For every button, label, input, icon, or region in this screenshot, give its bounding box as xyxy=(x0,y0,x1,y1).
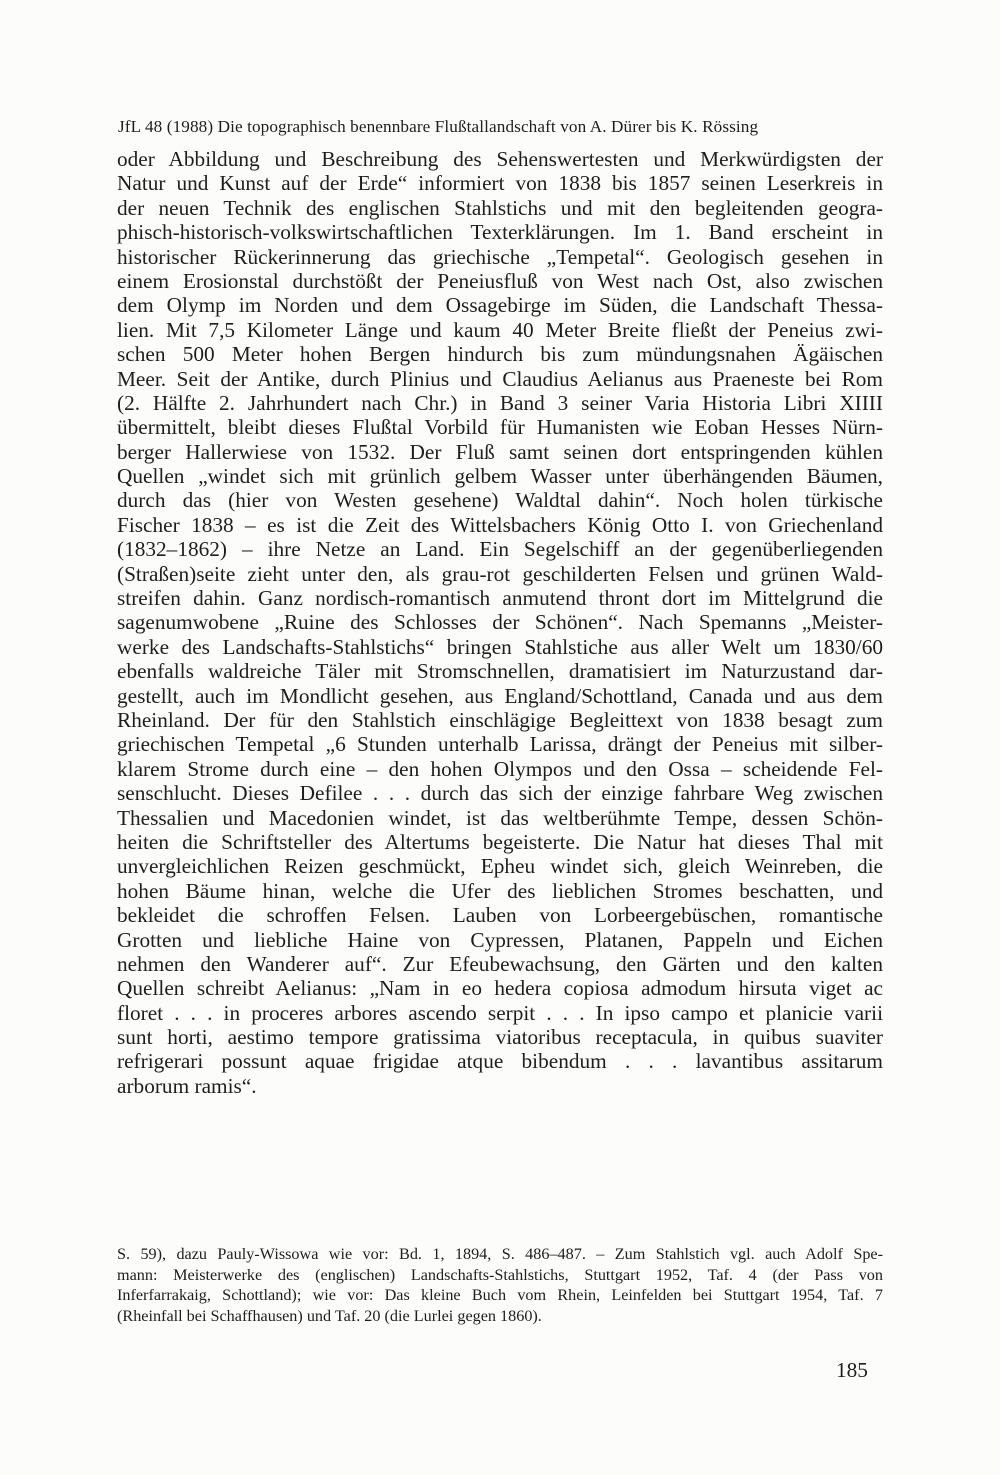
body-line: übermittelt, bleibt dieses Flußtal Vorbild für Humanisten wie Eoban Hesses Nürn- xyxy=(117,415,883,440)
body-line: ebenfalls waldreiche Täler mit Stromschnellen, dramatisiert im Naturzustand dar- xyxy=(117,659,883,684)
body-line: bekleidet die schroffen Felsen. Lauben von Lorbeergebüschen, romantische xyxy=(117,903,883,928)
body-line: Meer. Seit der Antike, durch Plinius und Claudius Aelianus aus Praeneste bei Rom xyxy=(117,366,883,391)
body-line: (Straßen)seite zieht unter den, als grau-rot geschilderten Felsen und grünen Wald- xyxy=(117,561,883,586)
body-line: Natur und Kunst auf der Erde“ informiert von 1838 bis 1857 seinen Leserkreis in xyxy=(117,171,883,196)
body-line: senschlucht. Dieses Defilee . . . durch das sich der einzige fahrbare Weg zwischen xyxy=(117,781,883,806)
body-line: berger Hallerwiese von 1532. Der Fluß samt seinen dort entspringenden kühlen xyxy=(117,439,883,464)
footnote-line-last: (Rheinfall bei Schaffhausen) und Taf. 20 (die Lurlei gegen 1860). xyxy=(117,1306,542,1325)
body-line: oder Abbildung und Beschreibung des Sehenswertesten und Merkwürdigsten der xyxy=(117,147,883,171)
body-line: refrigerari possunt aquae frigidae atque bibendum . . . lavantibus assitarum xyxy=(117,1049,883,1074)
body-line: dem Olymp im Norden und dem Ossagebirge im Süden, die Landschaft Thessa- xyxy=(117,293,883,318)
body-line: lien. Mit 7,5 Kilometer Länge und kaum 40 Meter Breite fließt der Peneius zwi- xyxy=(117,317,883,342)
body-line: (1832–1862) – ihre Netze an Land. Ein Segelschiff an der gegenüberliegenden xyxy=(117,537,883,562)
footnote-line: Inferfarrakaig, Schottland); wie vor: Das kleine Buch vom Rhein, Leinfelden bei Stuttgart 1954, Taf. 7 xyxy=(117,1286,883,1305)
footnote-line: S. 59), dazu Pauly-Wissowa wie vor: Bd. 1, 1894, S. 486–487. – Zum Stahlstich vgl. auch Adolf Spe- xyxy=(117,1245,883,1263)
body-line: einem Erosionstal durchstößt der Peneiusfluß von West nach Ost, also zwischen xyxy=(117,268,883,293)
body-line: sunt horti, aestimo tempore gratissima viatoribus receptacula, in quibus suaviter xyxy=(117,1025,883,1050)
body-line: der neuen Technik des englischen Stahlstichs und mit den begleitenden geogra- xyxy=(117,195,883,220)
body-line: unvergleichlichen Reizen geschmückt, Epheu windet sich, gleich Weinreben, die xyxy=(117,854,883,879)
body-line: werke des Landschafts-Stahlstichs“ bringen Stahlstiche aus aller Welt um 1830/60 xyxy=(117,634,883,659)
body-line: (2. Hälfte 2. Jahrhundert nach Chr.) in Band 3 seiner Varia Historia Libri XIIII xyxy=(117,390,883,415)
body-line: phisch-historisch-volkswirtschaftlichen Texterklärungen. Im 1. Band erscheint in xyxy=(117,220,883,245)
body-line: Quellen „windet sich mit grünlich gelbem Wasser unter überhängenden Bäumen, xyxy=(117,464,883,489)
body-line: griechischen Tempetal „6 Stunden unterhalb Larissa, drängt der Peneius mit silber- xyxy=(117,732,883,757)
body-line: heiten die Schriftsteller des Altertums begeisterte. Die Natur hat dieses Thal mit xyxy=(117,829,883,854)
body-line: Rheinland. Der für den Stahlstich einschlägige Begleittext von 1838 besagt zum xyxy=(117,707,883,732)
body-line: schen 500 Meter hohen Bergen hindurch bis zum mündungsnahen Ägäischen xyxy=(117,342,883,367)
body-line: streifen dahin. Ganz nordisch-romantisch anmutend thront dort im Mittelgrund die xyxy=(117,586,883,611)
running-head: JfL 48 (1988) Die topographisch benennbare Flußtallandschaft von A. Dürer bis K. Rössing xyxy=(118,117,759,136)
footnote-line: mann: Meisterwerke des (englischen) Landschafts-Stahlstichs, Stuttgart 1952, Taf. 4 (der Pass von xyxy=(117,1265,883,1284)
body-line: sagenumwobene „Ruine des Schlosses der Schönen“. Nach Spemanns „Meister- xyxy=(117,610,883,635)
body-line: floret . . . in proceres arbores ascendo serpit . . . In ipso campo et planicie varii xyxy=(117,1000,883,1025)
body-line: Quellen schreibt Aelianus: „Nam in eo hedera copiosa admodum hirsuta viget ac xyxy=(117,976,883,1001)
body-line: Thessalien und Macedonien windet, ist das weltberühmte Tempe, dessen Schön- xyxy=(117,805,883,830)
page-number: 185 xyxy=(836,1358,868,1382)
body-text xyxy=(117,147,883,1098)
body-line-last: arborum ramis“. xyxy=(117,1073,257,1098)
body-line: gestellt, auch im Mondlicht gesehen, aus England/Schottland, Canada und aus dem xyxy=(117,683,883,708)
body-line: durch das (hier von Westen gesehene) Waldtal dahin“. Noch holen türkische xyxy=(117,488,883,513)
body-line: Grotten und liebliche Haine von Cypressen, Platanen, Pappeln und Eichen xyxy=(117,927,883,952)
body-line: historischer Rückerinnerung das griechische „Tempetal“. Geologisch gesehen in xyxy=(117,244,883,269)
footnote xyxy=(117,1244,883,1326)
body-line: Fischer 1838 – es ist die Zeit des Wittelsbachers König Otto I. von Griechenland xyxy=(117,512,883,537)
body-line: hohen Bäume hinan, welche die Ufer des lieblichen Stromes beschatten, und xyxy=(117,878,883,903)
body-line: nehmen den Wanderer auf“. Zur Efeubewachsung, den Gärten und den kalten xyxy=(117,951,883,976)
body-line: klarem Strome durch eine – den hohen Olympos und den Ossa – scheidende Fel- xyxy=(117,756,883,781)
